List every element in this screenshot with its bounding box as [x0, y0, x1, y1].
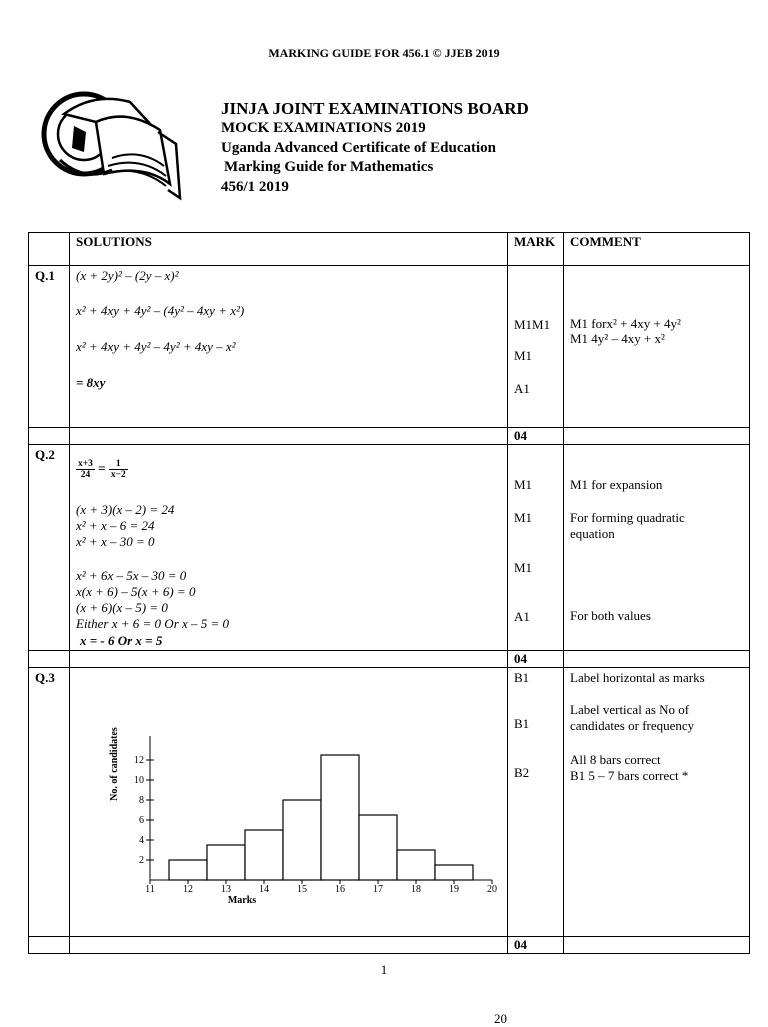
q2-line: x(x + 6) – 5(x + 6) = 0: [76, 584, 196, 599]
x-tick-label: 15: [297, 884, 307, 895]
histogram-bar: [435, 865, 473, 880]
header-comment: COMMENT: [564, 233, 750, 266]
exam-name: MOCK EXAMINATIONS 2019: [221, 120, 426, 136]
header-mark: MARK: [508, 233, 564, 266]
certificate-name: Uganda Advanced Certificate of Education: [221, 139, 496, 156]
q2-marks: [508, 445, 564, 651]
y-tick-label: 2: [139, 855, 144, 866]
paper-code: 456/1 2019: [221, 178, 289, 195]
histogram-bar: [321, 755, 359, 880]
document-top-heading: MARKING GUIDE FOR 456.1 © JJEB 2019: [268, 46, 500, 60]
q2-line: Either x + 6 = 0 Or x – 5 = 0: [76, 616, 230, 631]
q1-mark: M1: [514, 348, 533, 363]
subject-name: Marking Guide for Mathematics: [224, 159, 434, 175]
title-block: [221, 99, 529, 197]
q2-total-row: [29, 651, 750, 668]
q1-line: x² + 4xy + 4y² – 4y² + 4xy – x²: [76, 339, 236, 354]
x-tick-label: 20: [487, 884, 497, 895]
y-tick-label: 10: [134, 775, 144, 786]
histogram-bar: [245, 830, 283, 880]
q3-mark: B2: [514, 765, 530, 780]
q2-comments: [564, 445, 750, 651]
q2-line: x² + 6x – 5x – 30 = 0: [76, 568, 187, 583]
q2-comment: For both values: [570, 608, 651, 623]
header-solutions: SOLUTIONS: [70, 233, 508, 266]
q2-line: x² + x – 6 = 24: [76, 518, 155, 533]
book-logo-icon: [44, 94, 180, 198]
q1-comments: [564, 266, 750, 428]
q2-total: 04: [508, 651, 564, 668]
q2-row: [29, 445, 750, 651]
q3-row: [29, 668, 750, 937]
q1-mark: A1: [514, 381, 530, 396]
x-tick-label: 18: [411, 884, 421, 895]
q2-equation: $\frac{x+3}{24}$ = $\frac{1}{x-2}$: [78, 459, 126, 480]
q2-solution: [70, 445, 508, 651]
q1-marks: [508, 266, 564, 428]
histogram-bar: [397, 850, 435, 880]
q1-total: 04: [508, 428, 564, 445]
fraction-right: $\frac{1}{x-2}$: [110, 459, 126, 480]
x-tick-label: 19: [449, 884, 459, 895]
q1-comment: M1 4y² – 4xy + x²: [570, 331, 665, 346]
page-number: 1: [380, 962, 388, 977]
q3-marks: [508, 668, 564, 937]
q3-total: 04: [508, 937, 564, 954]
q2-line: (x + 6)(x – 5) = 0: [76, 600, 168, 615]
q1-total-row: [29, 428, 750, 445]
x-tick-label: 14: [259, 884, 269, 895]
table-header-row: [29, 233, 750, 266]
histogram-chart: [70, 668, 508, 936]
q1-solution: [70, 266, 508, 428]
q3-total-row: [29, 937, 750, 954]
q2-mark: A1: [514, 609, 530, 624]
board-name: JINJA JOINT EXAMINATIONS BOARD: [221, 99, 529, 118]
q1-line: = 8xy: [76, 375, 106, 390]
x-tick-label: 12: [183, 884, 193, 895]
x-tick-label: 17: [373, 884, 383, 895]
q3-mark: B1: [514, 670, 530, 685]
x-tick-label: 16: [335, 884, 345, 895]
q1-row: [29, 266, 750, 428]
q3-mark: B1: [514, 716, 530, 731]
q1-comment: M1 forx² + 4xy + 4y²: [570, 316, 681, 331]
histogram-bar: [207, 845, 245, 880]
board-logo: [34, 86, 184, 212]
y-tick-label: 8: [139, 795, 144, 806]
y-tick-label: 12: [134, 755, 144, 766]
x-axis-label: Marks: [227, 895, 257, 906]
y-tick-label: 4: [139, 835, 144, 846]
q3-label: Q.3: [29, 668, 70, 937]
q2-mark: M1: [514, 560, 533, 575]
q1-mark: M1M1: [514, 317, 551, 332]
x-tick-label: 11: [145, 884, 155, 895]
q2-label: Q.2: [29, 445, 70, 651]
marking-table: [28, 232, 750, 954]
q2-comment: For forming quadratic equation: [570, 510, 685, 541]
histogram-bar: [283, 800, 321, 880]
q3-comment: All 8 bars correct: [570, 752, 661, 767]
y-tick-label: 6: [139, 815, 144, 826]
q2-mark: M1: [514, 477, 533, 492]
q3-comment: B1 5 – 7 bars correct *: [570, 768, 689, 783]
q1-label: Q.1: [29, 266, 70, 428]
q2-line: (x + 3)(x – 2) = 24: [76, 502, 175, 517]
fraction-left: $\frac{x+3}{24}$: [78, 459, 93, 480]
q1-line: (x + 2y)² – (2y – x)²: [76, 268, 179, 283]
q2-answer: x = - 6 Or x = 5: [80, 633, 163, 648]
q2-line: x² + x – 30 = 0: [76, 534, 155, 549]
histogram-bar: [169, 860, 207, 880]
q1-line: x² + 4xy + 4y² – (4y² – 4xy + x²): [76, 303, 245, 318]
q3-comment: Label horizontal as marks: [570, 670, 705, 685]
histogram-bar: [359, 815, 397, 880]
page-number-alt: 20: [494, 1011, 507, 1026]
header-blank: [29, 233, 70, 266]
y-axis-label: No. of candidates: [109, 727, 120, 801]
q3-comments: [564, 668, 750, 937]
q3-solution: [70, 668, 508, 937]
q3-comment: Label vertical as No of candidates or frequency: [570, 702, 695, 733]
q2-mark: M1: [514, 510, 533, 525]
q2-comment: M1 for expansion: [570, 477, 663, 492]
x-tick-label: 13: [221, 884, 231, 895]
